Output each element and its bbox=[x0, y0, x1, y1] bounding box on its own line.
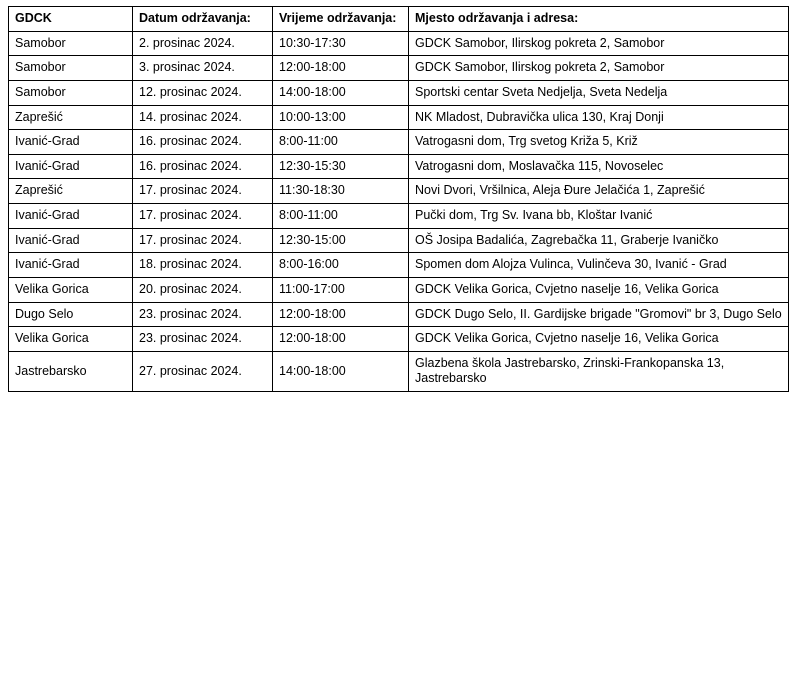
cell-date: 27. prosinac 2024. bbox=[133, 351, 273, 391]
table-row bbox=[9, 302, 789, 327]
blood-donation-schedule-table bbox=[8, 6, 789, 392]
cell-location: Pučki dom, Trg Sv. Ivana bb, Kloštar Ivanić bbox=[409, 204, 789, 229]
cell-time: 12:00-18:00 bbox=[273, 302, 409, 327]
table-body bbox=[9, 31, 789, 391]
cell-date: 16. prosinac 2024. bbox=[133, 130, 273, 155]
cell-gdck: Ivanić-Grad bbox=[9, 253, 133, 278]
cell-gdck: Ivanić-Grad bbox=[9, 228, 133, 253]
cell-time: 11:30-18:30 bbox=[273, 179, 409, 204]
cell-date: 17. prosinac 2024. bbox=[133, 228, 273, 253]
cell-location: GDCK Velika Gorica, Cvjetno naselje 16, Velika Gorica bbox=[409, 277, 789, 302]
cell-gdck: Dugo Selo bbox=[9, 302, 133, 327]
cell-gdck: Samobor bbox=[9, 31, 133, 56]
table-row bbox=[9, 130, 789, 155]
cell-gdck: Ivanić-Grad bbox=[9, 204, 133, 229]
cell-location: OŠ Josipa Badalića, Zagrebačka 11, Graberje Ivaničko bbox=[409, 228, 789, 253]
cell-gdck: Velika Gorica bbox=[9, 277, 133, 302]
table-row bbox=[9, 154, 789, 179]
cell-date: 23. prosinac 2024. bbox=[133, 327, 273, 352]
column-header-gdck: GDCK bbox=[9, 7, 133, 32]
cell-location: GDCK Velika Gorica, Cvjetno naselje 16, Velika Gorica bbox=[409, 327, 789, 352]
cell-gdck: Ivanić-Grad bbox=[9, 130, 133, 155]
table-row bbox=[9, 327, 789, 352]
table-row bbox=[9, 277, 789, 302]
column-header-time: Vrijeme održavanja: bbox=[273, 7, 409, 32]
cell-location: GDCK Dugo Selo, II. Gardijske brigade "Gromovi" br 3, Dugo Selo bbox=[409, 302, 789, 327]
cell-gdck: Zaprešić bbox=[9, 105, 133, 130]
cell-date: 3. prosinac 2024. bbox=[133, 56, 273, 81]
cell-date: 14. prosinac 2024. bbox=[133, 105, 273, 130]
table-row bbox=[9, 204, 789, 229]
cell-time: 11:00-17:00 bbox=[273, 277, 409, 302]
column-header-date: Datum održavanja: bbox=[133, 7, 273, 32]
cell-time: 14:00-18:00 bbox=[273, 351, 409, 391]
cell-time: 10:30-17:30 bbox=[273, 31, 409, 56]
cell-location: Vatrogasni dom, Trg svetog Križa 5, Križ bbox=[409, 130, 789, 155]
cell-gdck: Zaprešić bbox=[9, 179, 133, 204]
cell-date: 17. prosinac 2024. bbox=[133, 204, 273, 229]
cell-gdck: Velika Gorica bbox=[9, 327, 133, 352]
cell-location: GDCK Samobor, Ilirskog pokreta 2, Samobor bbox=[409, 31, 789, 56]
cell-time: 8:00-11:00 bbox=[273, 204, 409, 229]
cell-date: 18. prosinac 2024. bbox=[133, 253, 273, 278]
table-row bbox=[9, 179, 789, 204]
cell-location: Sportski centar Sveta Nedjelja, Sveta Nedelja bbox=[409, 80, 789, 105]
cell-date: 23. prosinac 2024. bbox=[133, 302, 273, 327]
cell-gdck: Ivanić-Grad bbox=[9, 154, 133, 179]
cell-time: 14:00-18:00 bbox=[273, 80, 409, 105]
cell-location: Spomen dom Alojza Vulinca, Vulinčeva 30, Ivanić - Grad bbox=[409, 253, 789, 278]
cell-date: 16. prosinac 2024. bbox=[133, 154, 273, 179]
cell-date: 17. prosinac 2024. bbox=[133, 179, 273, 204]
cell-location: GDCK Samobor, Ilirskog pokreta 2, Samobor bbox=[409, 56, 789, 81]
cell-gdck: Samobor bbox=[9, 56, 133, 81]
cell-location: Vatrogasni dom, Moslavačka 115, Novoselec bbox=[409, 154, 789, 179]
cell-time: 12:00-18:00 bbox=[273, 327, 409, 352]
cell-time: 8:00-16:00 bbox=[273, 253, 409, 278]
table-row bbox=[9, 351, 789, 391]
cell-date: 2. prosinac 2024. bbox=[133, 31, 273, 56]
cell-time: 12:30-15:00 bbox=[273, 228, 409, 253]
cell-location: Glazbena škola Jastrebarsko, Zrinski-Frankopanska 13, Jastrebarsko bbox=[409, 351, 789, 391]
cell-time: 12:00-18:00 bbox=[273, 56, 409, 81]
table-row bbox=[9, 105, 789, 130]
cell-gdck: Samobor bbox=[9, 80, 133, 105]
table-header bbox=[9, 7, 789, 32]
cell-time: 8:00-11:00 bbox=[273, 130, 409, 155]
cell-time: 12:30-15:30 bbox=[273, 154, 409, 179]
table-row bbox=[9, 56, 789, 81]
cell-time: 10:00-13:00 bbox=[273, 105, 409, 130]
table-row bbox=[9, 228, 789, 253]
cell-gdck: Jastrebarsko bbox=[9, 351, 133, 391]
table-row bbox=[9, 31, 789, 56]
table-row bbox=[9, 253, 789, 278]
cell-location: Novi Dvori, Vršilnica, Aleja Đure Jelačića 1, Zaprešić bbox=[409, 179, 789, 204]
cell-date: 20. prosinac 2024. bbox=[133, 277, 273, 302]
column-header-location: Mjesto održavanja i adresa: bbox=[409, 7, 789, 32]
cell-location: NK Mladost, Dubravička ulica 130, Kraj Donji bbox=[409, 105, 789, 130]
table-row bbox=[9, 80, 789, 105]
table-header-row bbox=[9, 7, 789, 32]
cell-date: 12. prosinac 2024. bbox=[133, 80, 273, 105]
